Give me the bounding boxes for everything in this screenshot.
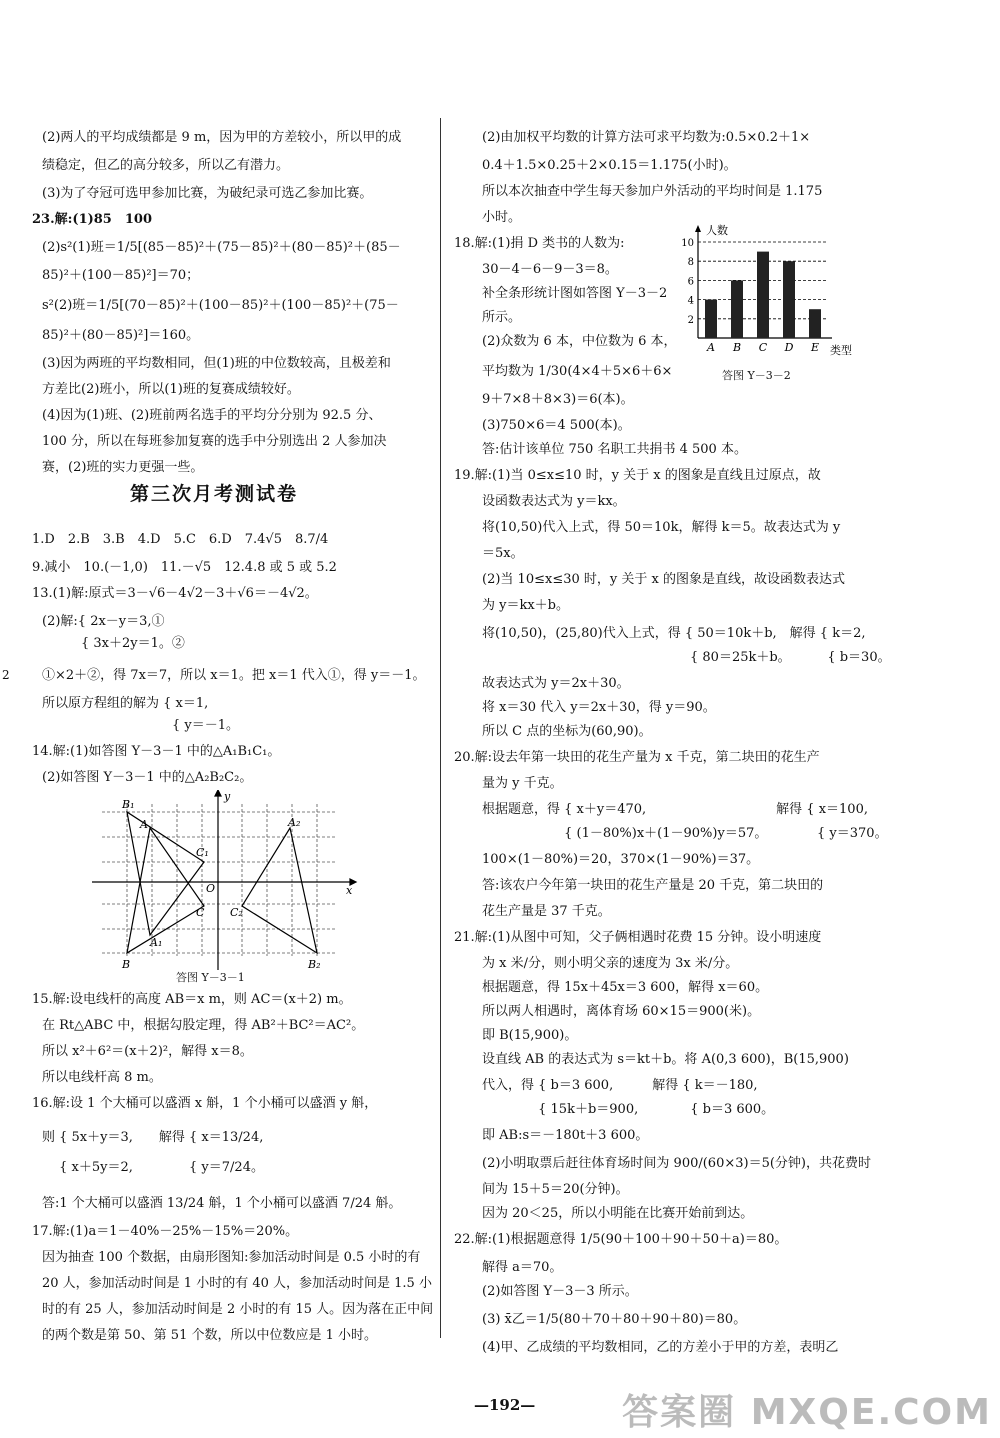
right-text-line: { (1－80%)x＋(1－90%)y＝57。 { y＝370。 xyxy=(482,826,888,841)
left-text-line: (3)因为两班的平均数相同，但(1)班的中位数较高，且极差和 xyxy=(42,356,391,371)
bar-D xyxy=(783,261,795,338)
label-a2: A₂ xyxy=(288,816,301,829)
right-text-line: 100×(1－80%)＝20，370×(1－90%)＝37。 xyxy=(482,852,760,867)
left-text-line: { y＝－1。 xyxy=(42,718,240,733)
right-text-line: 答:该农户今年第一块田的花生产量是 20 千克，第二块田的 xyxy=(482,878,824,893)
bar-chart xyxy=(676,222,856,362)
right-text-line: (2)小明取票后赶往体育场时间为 900/(60×3)＝5(分钟)，共花费时 xyxy=(482,1156,872,1171)
bar-C xyxy=(757,252,769,338)
x-tick-label: D xyxy=(784,341,794,354)
left-text-line: 13.(1)解:原式＝3－√6－4√2－3＋√6＝－4√2。 xyxy=(32,586,318,601)
right-text-line: 为 y＝kx＋b。 xyxy=(482,598,570,613)
left-text-line: 23.解:(1)85 100 xyxy=(32,212,152,227)
right-text-line: 设函数表达式为 y＝kx。 xyxy=(482,494,626,509)
right-text-line: 所以两人相遇时，离体育场 60×15＝900(米)。 xyxy=(482,1004,761,1019)
right-text-line: 平均数为 1/30(4×4＋5×6＋6× xyxy=(482,364,673,379)
left-text-line: (3)为了夺冠可选甲参加比赛，为破纪录可选乙参加比赛。 xyxy=(42,186,373,201)
label-c: C xyxy=(196,906,205,919)
left-text-line: 9.减小 10.(－1,0) 11.－√5 12.4.8 或 5 或 5.2 xyxy=(32,560,337,575)
column-divider xyxy=(440,118,441,1338)
label-a: A xyxy=(140,818,148,831)
y-tick-label: 2 xyxy=(687,314,694,326)
label-c2: C₂ xyxy=(230,906,243,919)
right-text-line: ＝5x。 xyxy=(482,546,524,561)
right-text-line: (2)如答图 Y－3－3 所示。 xyxy=(482,1284,638,1299)
figure2-caption: 答图 Y－3－2 xyxy=(722,369,791,382)
right-text-line: (4)甲、乙成绩的平均数相同，乙的方差小于甲的方差，表明乙 xyxy=(482,1340,839,1355)
left-text-line: 85)²＋(100－85)²]＝70； xyxy=(42,268,200,283)
left-text-line: 15.解:设电线杆的高度 AB＝x m，则 AC＝(x＋2) m。 xyxy=(32,992,352,1007)
x-tick-label: A xyxy=(707,341,715,354)
right-text-line: 9＋7×8＋8×3)＝6(本)。 xyxy=(482,392,634,407)
left-text-line: 所以电线杆高 8 m。 xyxy=(42,1070,162,1085)
y-tick-label: 8 xyxy=(687,257,694,269)
right-text-line: 答:估计该单位 750 名职工共捐书 4 500 本。 xyxy=(482,442,747,457)
label-b1: B₁ xyxy=(122,798,135,811)
right-text-line: (2)由加权平均数的计算方法可求平均数为:0.5×0.2＋1× xyxy=(482,130,811,145)
left-text-line: 所以原方程组的解为 { x＝1, xyxy=(42,696,209,711)
y-axis-arrow xyxy=(695,225,701,232)
left-text-line: 时的有 25 人，参加活动时间是 2 小时的有 15 人。因为落在正中间 xyxy=(42,1302,434,1317)
left-text-line: 因为抽查 100 个数据，由扇形图知:参加活动时间是 0.5 小时的有 xyxy=(42,1250,421,1265)
right-text-line: 量为 y 千克。 xyxy=(482,776,563,791)
right-text-line: { 15k＋b＝900, { b＝3 600。 xyxy=(482,1102,775,1117)
left-text-line: (2)两人的平均成绩都是 9 m，因为甲的方差较小，所以甲的成 xyxy=(42,130,402,145)
right-text-line: 20.解:设去年第一块田的花生产量为 x 千克，第二块田的花生产 xyxy=(454,750,820,765)
right-text-line: 所示。 xyxy=(482,310,522,325)
left-text-line: (2)解:{ 2x－y＝3,① xyxy=(42,614,165,629)
right-text-line: 所以 C 点的坐标为(60,90)。 xyxy=(482,724,652,739)
right-text-line: 18.解:(1)捐 D 类书的人数为: xyxy=(454,236,625,251)
left-text-line: 则 { 5x＋y＝3, 解得 { x＝13/24, xyxy=(42,1130,264,1145)
triangle-abc xyxy=(127,828,204,953)
x-tick-label: C xyxy=(758,341,768,354)
left-text-line: 17.解:(1)a＝1－40%－25%－15%＝20%。 xyxy=(32,1224,299,1239)
left-text-line: { 3x＋2y＝1。② xyxy=(42,636,185,651)
coordinate-figure xyxy=(92,790,362,972)
right-text-line: 将(10,50)，(25,80)代入上式，得 { 50＝10k＋b, 解得 { k＝2, xyxy=(482,626,866,641)
right-text-line: 所以本次抽查中学生每天参加户外活动的平均时间是 1.175 xyxy=(482,184,823,199)
y-tick-label: 6 xyxy=(687,276,694,288)
left-text-line: (4)因为(1)班、(2)班前两名选手的平均分分别为 92.5 分、 xyxy=(42,408,382,423)
label-c1: C₁ xyxy=(196,846,209,859)
right-text-line: (3) x̄乙＝1/5(80＋70＋80＋90＋80)＝80。 xyxy=(482,1312,747,1327)
right-text-line: 将 x＝30 代入 y＝2x＋30，得 y＝90。 xyxy=(482,700,716,715)
axes xyxy=(92,790,356,970)
label-o: O xyxy=(206,882,216,895)
left-text-line: 85)²＋(80－85)²]＝160。 xyxy=(42,328,200,343)
right-text-line: 为 x 米/分，则小明父亲的速度为 3x 米/分。 xyxy=(482,956,739,971)
left-text-line: (2)如答图 Y－3－1 中的△A₂B₂C₂。 xyxy=(42,770,253,785)
right-text-line: 30－4－6－9－3＝8。 xyxy=(482,262,618,277)
right-text-line: 小时。 xyxy=(482,210,522,225)
label-a1: A₁ xyxy=(150,936,163,949)
y-tick-label: 10 xyxy=(681,238,694,249)
left-text-line: 答:1 个大桶可以盛酒 13/24 斛，1 个小桶可以盛酒 7/24 斛。 xyxy=(42,1196,402,1211)
right-text-line: 根据题意，得 { x＋y＝470, 解得 { x＝100, xyxy=(482,802,868,817)
left-text-line: 20 人，参加活动时间是 1 小时的有 40 人，参加活动时间是 1.5 小 xyxy=(42,1276,432,1291)
y-tick-label: 4 xyxy=(687,295,694,307)
left-text-line: ①×2＋②，得 7x＝7，所以 x＝1。把 x＝1 代入①，得 y＝－1。 xyxy=(42,668,426,683)
right-text-line: (2)当 10≤x≤30 时，y 关于 x 的图象是直线，故设函数表达式 xyxy=(482,572,845,587)
right-text-line: 花生产量是 37 千克。 xyxy=(482,904,611,919)
x-axis-label: 类型 xyxy=(830,344,852,357)
right-text-line: (2)众数为 6 本，中位数为 6 本， xyxy=(482,334,677,349)
right-text-line: 间为 15＋5＝20(分钟)。 xyxy=(482,1182,629,1197)
right-text-line: 即 AB:s＝－180t＋3 600。 xyxy=(482,1128,649,1143)
section-title: 第三次月考测试卷 xyxy=(130,483,299,505)
right-text-line: 因为 20＜25，所以小明能在比赛开始前到达。 xyxy=(482,1206,754,1221)
left-text-line: 赛，(2)班的实力更强一些。 xyxy=(42,460,204,475)
page-number: —192— xyxy=(474,1396,536,1414)
left-text-line: 1.D 2.B 3.B 4.D 5.C 6.D 7.4√5 8.7/4 xyxy=(32,532,329,547)
y-axis-label: 人数 xyxy=(706,224,728,237)
left-text-line: { x＋5y＝2, { y＝7/24。 xyxy=(42,1160,264,1175)
bar-E xyxy=(809,309,821,338)
right-text-line: 设直线 AB 的表达式为 s＝kt＋b。将 A(0,3 600)，B(15,900) xyxy=(482,1052,849,1067)
right-text-line: 解得 a＝70。 xyxy=(482,1260,563,1275)
left-text-line: 绩稳定，但乙的高分较多，所以乙有潜力。 xyxy=(42,158,290,173)
right-text-line: 19.解:(1)当 0≤x≤10 时，y 关于 x 的图象是直线且过原点，故 xyxy=(454,468,821,483)
left-text-line: s²(2)班＝1/5[(70－85)²＋(100－85)²＋(100－85)²＋(75－ xyxy=(42,298,399,313)
bar-A xyxy=(705,300,717,338)
left-text-line: 所以 x²＋6²＝(x＋2)²，解得 x＝8。 xyxy=(42,1044,253,1059)
x-tick-label: E xyxy=(810,341,820,354)
label-b: B xyxy=(122,958,131,971)
right-text-line: { 80＝25k＋b。 { b＝30。 xyxy=(482,650,891,665)
label-x-axis: x xyxy=(346,884,353,897)
right-text-line: 22.解:(1)根据题意得 1/5(90＋100＋90＋50＋a)＝80。 xyxy=(454,1232,788,1247)
label-y-axis: y xyxy=(224,790,231,803)
left-text-line: 在 Rt△ABC 中，根据勾股定理，得 AB²＋BC²＝AC²。 xyxy=(42,1018,365,1033)
right-text-line: 21.解:(1)从图中可知，父子俩相遇时花费 15 分钟。设小明速度 xyxy=(454,930,822,945)
right-text-line: 将(10,50)代入上式，得 50＝10k，解得 k＝5。故表达式为 y xyxy=(482,520,841,535)
left-text-line: (2)s²(1)班＝1/5[(85－85)²＋(75－85)²＋(80－85)²＋(85－ xyxy=(42,240,401,255)
right-text-line: 0.4＋1.5×0.25＋2×0.15＝1.175(小时)。 xyxy=(482,158,737,173)
left-text-line: 的两个数是第 50、第 51 个数，所以中位数应是 1 小时。 xyxy=(42,1328,378,1343)
left-text-line: 100 分，所以在每班参加复赛的选手中分别选出 2 人参加决 xyxy=(42,434,387,449)
watermark: 答案圈 MXQE.COM xyxy=(622,1392,992,1433)
label-b2: B₂ xyxy=(308,958,321,971)
bar-B xyxy=(731,280,743,338)
right-text-line: 故表达式为 y＝2x＋30。 xyxy=(482,676,630,691)
right-text-line: 代入，得 { b＝3 600, 解得 { k＝－180, xyxy=(482,1078,758,1093)
figure1-caption: 答图 Y－3－1 xyxy=(176,971,245,984)
margin-mark: 2 xyxy=(2,668,10,682)
right-text-line: 即 B(15,900)。 xyxy=(482,1028,578,1043)
left-text-line: 14.解:(1)如答图 Y－3－1 中的△A₁B₁C₁。 xyxy=(32,744,281,759)
right-text-line: (3)750×6＝4 500(本)。 xyxy=(482,418,631,433)
triangle-a2b2c2 xyxy=(242,828,317,953)
x-tick-label: B xyxy=(732,341,742,354)
left-text-line: 16.解:设 1 个大桶可以盛酒 x 斛，1 个小桶可以盛酒 y 斛， xyxy=(32,1096,378,1111)
left-text-line: 方差比(2)班小，所以(1)班的复赛成绩较好。 xyxy=(42,382,300,397)
right-text-line: 补全条形统计图如答图 Y－3－2 xyxy=(482,286,668,301)
triangle-a1b1c1 xyxy=(127,812,204,935)
right-text-line: 根据题意，得 15x＋45x＝3 600，解得 x＝60。 xyxy=(482,980,769,995)
